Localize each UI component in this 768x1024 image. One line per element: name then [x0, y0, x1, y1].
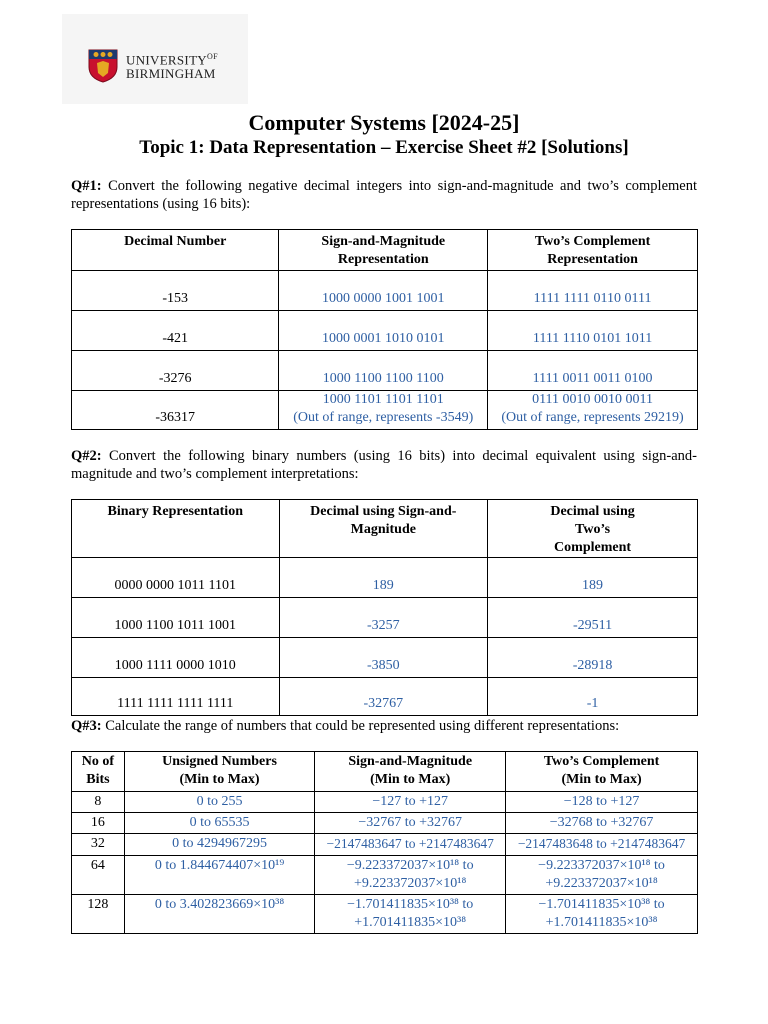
tc-cell [506, 895, 698, 934]
sm-cell: 1000 1100 1100 1100 [279, 351, 488, 391]
tc-cell: −2147483648 to +2147483647 [506, 834, 698, 856]
table-row [72, 895, 698, 934]
sm-cell: 1000 0001 1010 0101 [279, 311, 488, 351]
table-row [72, 598, 698, 638]
q1-header-sm: Sign-and-Magnitude Representation [279, 230, 488, 271]
bits-cell: 128 [72, 895, 125, 934]
question-1 [71, 177, 697, 213]
university-logo [62, 14, 248, 104]
question-2-text: Convert the following binary numbers (using 16 bits) into decimal equivalent using sign-and-magnitude and two’s complement interpretations: [71, 448, 697, 482]
tc-line: +9.223372037×10¹⁸ [545, 876, 658, 891]
unsigned-cell: 0 to 65535 [124, 813, 314, 834]
header-line: No of [81, 754, 115, 769]
tc-line: −9.223372037×10¹⁸ to [538, 858, 665, 873]
binary-cell: 1000 1111 0000 1010 [72, 638, 280, 678]
table-row [72, 351, 698, 391]
unsigned-cell: 0 to 255 [124, 792, 314, 813]
sm-line: −1.701411835×10³⁸ to [347, 897, 474, 912]
question-1-label: Q#1: [71, 178, 102, 194]
sm-cell: 189 [279, 558, 488, 598]
decimal-cell: -3276 [72, 351, 279, 391]
tc-cell: 1111 0011 0011 0100 [488, 351, 698, 391]
table-row [72, 813, 698, 834]
binary-cell: 1111 1111 1111 1111 [72, 678, 280, 716]
sm-cell: −2147483647 to +2147483647 [315, 834, 506, 856]
q2-table [71, 499, 698, 716]
table-row [72, 834, 698, 856]
header-line: Two’s Complement [543, 754, 660, 769]
question-2-label: Q#2: [71, 448, 102, 464]
q3-header-bits [72, 752, 125, 792]
tc-line: +1.701411835×10³⁸ [545, 915, 658, 930]
sm-cell [315, 895, 506, 934]
bits-cell: 16 [72, 813, 125, 834]
q3-header-sm [315, 752, 506, 792]
bits-cell: 8 [72, 792, 125, 813]
header-line: Bits [86, 772, 110, 787]
sm-cell: -3850 [279, 638, 488, 678]
question-3 [71, 717, 697, 735]
tc-value: 0111 0010 0010 0011 [532, 392, 654, 407]
q2-header-tc: Decimal using Two’s Complement [488, 500, 698, 558]
q3-header-unsigned [124, 752, 314, 792]
question-3-label: Q#3: [71, 718, 102, 734]
q1-table [71, 229, 698, 430]
page-title: Computer Systems [2024-25] [248, 110, 520, 135]
unsigned-cell: 0 to 3.402823669×10³⁸ [124, 895, 314, 934]
tc-note: (Out of range, represents 29219) [501, 410, 684, 425]
table-row [72, 678, 698, 716]
sm-cell [279, 391, 488, 430]
sm-cell: 1000 0000 1001 1001 [279, 271, 488, 311]
sm-line: +9.223372037×10¹⁸ [354, 876, 467, 891]
table-row [72, 391, 698, 430]
table-row [72, 311, 698, 351]
bits-cell: 64 [72, 856, 125, 895]
header-line: (Min to Max) [179, 772, 260, 787]
decimal-cell: -36317 [72, 391, 279, 430]
question-3-text: Calculate the range of numbers that could be represented using different representations: [101, 718, 620, 734]
tc-cell: -29511 [488, 598, 698, 638]
q2-header-binary: Binary Representation [72, 500, 280, 558]
table-row [72, 271, 698, 311]
tc-cell: -1 [488, 678, 698, 716]
unsigned-cell: 0 to 1.844674407×10¹⁹ [124, 856, 314, 895]
header-line: (Min to Max) [561, 772, 642, 787]
q2-header-sm: Decimal using Sign-and-Magnitude [279, 500, 488, 558]
tc-cell [488, 391, 698, 430]
decimal-cell: -153 [72, 271, 279, 311]
header-line: Unsigned Numbers [162, 754, 277, 769]
page-subtitle: Topic 1: Data Representation – Exercise Sheet #2 [Solutions] [139, 137, 629, 158]
header-line: Sign-and-Magnitude [348, 754, 473, 769]
university-crest-icon [88, 49, 118, 83]
bits-cell: 32 [72, 834, 125, 856]
question-2 [71, 447, 697, 483]
question-1-text: Convert the following negative decimal integers into sign-and-magnitude and two’s complement representations (using 16 bits): [71, 178, 697, 212]
tc-cell [506, 856, 698, 895]
sm-line: +1.701411835×10³⁸ [354, 915, 467, 930]
tc-cell: 1111 1110 0101 1011 [488, 311, 698, 351]
q3-table [71, 751, 698, 934]
sm-value: 1000 1101 1101 1101 [322, 392, 444, 407]
sm-cell: −127 to +127 [315, 792, 506, 813]
q3-header-tc [506, 752, 698, 792]
table-row [72, 856, 698, 895]
sm-cell: −32767 to +32767 [315, 813, 506, 834]
sm-cell: -32767 [279, 678, 488, 716]
table-row [72, 638, 698, 678]
sm-cell [315, 856, 506, 895]
tc-cell: -28918 [488, 638, 698, 678]
tc-cell: −32768 to +32767 [506, 813, 698, 834]
unsigned-cell: 0 to 4294967295 [124, 834, 314, 856]
sm-line: −9.223372037×10¹⁸ to [346, 858, 474, 873]
q1-header-tc: Two’s Complement Representation [488, 230, 698, 271]
university-name: $UNIVERSITY^{OF}$ BIRMINGHAM [126, 52, 218, 82]
tc-cell: 189 [488, 558, 698, 598]
sm-note: (Out of range, represents -3549) [293, 410, 474, 425]
decimal-cell: -421 [72, 311, 279, 351]
table-row [72, 792, 698, 813]
tc-line: −1.701411835×10³⁸ to [538, 897, 665, 912]
tc-cell: 1111 1111 0110 0111 [488, 271, 698, 311]
q1-header-decimal: Decimal Number [72, 230, 279, 271]
table-row [72, 558, 698, 598]
tc-cell: −128 to +127 [506, 792, 698, 813]
binary-cell: 0000 0000 1011 1101 [72, 558, 280, 598]
header-line: (Min to Max) [370, 772, 451, 787]
sm-cell: -3257 [279, 598, 488, 638]
binary-cell: 1000 1100 1011 1001 [72, 598, 280, 638]
